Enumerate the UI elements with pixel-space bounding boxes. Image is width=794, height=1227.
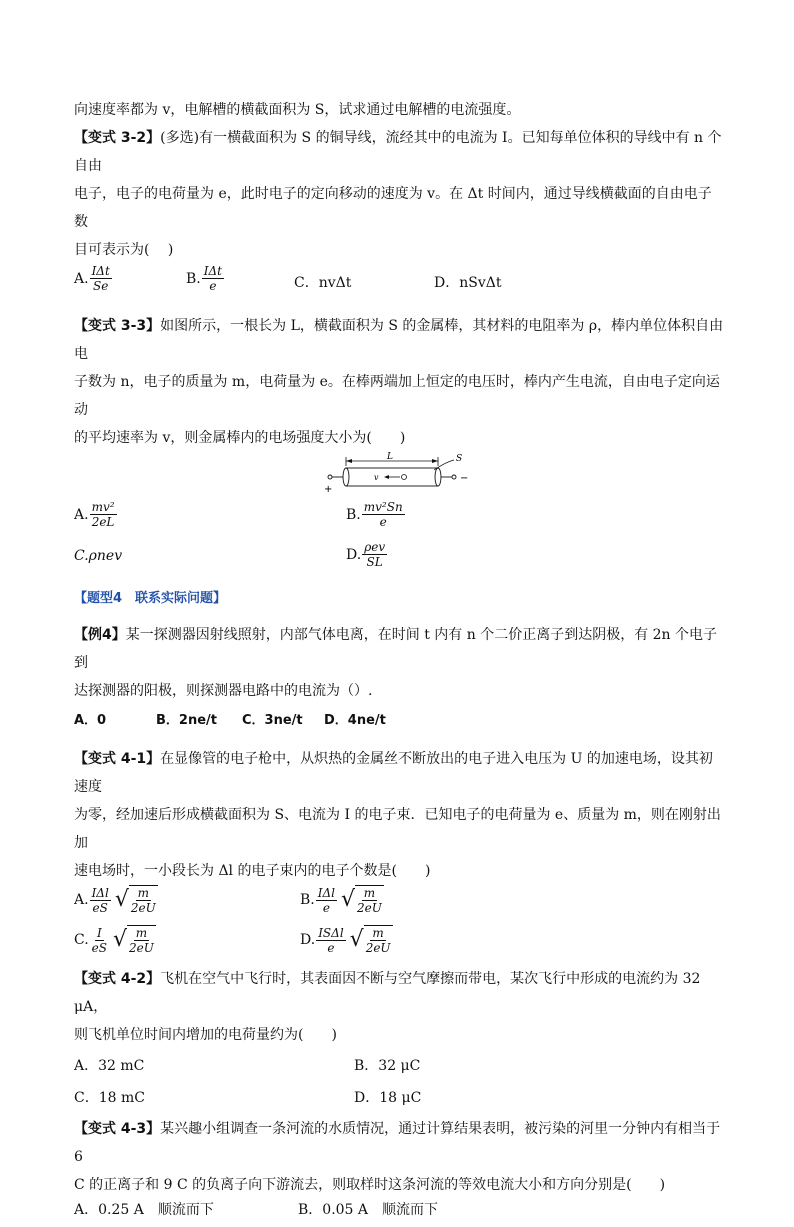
- option-d: D．18 μC: [354, 1090, 422, 1106]
- fraction: [316, 886, 337, 915]
- question-text: 达探测器的阳极，则探测器电路中的电流为（）.: [74, 683, 373, 699]
- option-d: [346, 540, 387, 569]
- option-d: [300, 925, 393, 955]
- question-text: 为零，经加速后形成横截面积为 S、电流为 I 的电子束．已知电子的电荷量为 e、质量为 m，则在刚射出加: [74, 807, 721, 851]
- fraction: [316, 926, 345, 955]
- question-4-2: [74, 965, 724, 1021]
- fraction: [90, 886, 111, 915]
- option-c: [74, 925, 156, 955]
- denominator: e: [322, 900, 330, 915]
- options-4-1-row1: [74, 885, 724, 925]
- numerator: IΔt: [203, 264, 222, 278]
- fraction: [90, 500, 117, 529]
- options-3-2: [74, 264, 724, 304]
- minus-sign: −: [460, 473, 469, 484]
- numerator: I: [96, 925, 102, 940]
- option-b: B．2ne/t: [156, 713, 217, 728]
- question-4-3: [74, 1115, 724, 1171]
- denominator: e: [209, 279, 217, 293]
- numerator: ISΔl: [318, 925, 344, 940]
- question-tag: 【变式 4-1】: [74, 751, 161, 767]
- plus-sign: +: [324, 484, 333, 495]
- question-tag: 【变式 4-2】: [74, 971, 161, 987]
- question-text: 飞机在空气中飞行时，其表面因不断与空气摩擦而带电，某次飞行中形成的电流约为 32 μA，: [74, 971, 701, 1015]
- numerator: IΔt: [91, 264, 110, 278]
- square-root: √ $\frac{m}{2eU}$: [113, 926, 154, 955]
- question-text: 的平均速率为 v，则金属棒内的电场强度大小为( ): [74, 430, 406, 446]
- question-text: 目可表示为( ): [74, 242, 174, 258]
- root-numerator: m: [135, 926, 148, 940]
- options-4-2-row2: [74, 1087, 724, 1115]
- section-heading: [74, 584, 724, 613]
- option-b: [186, 264, 224, 293]
- fraction: [362, 540, 387, 569]
- root-numerator: m: [372, 926, 384, 940]
- question-3-3: [74, 312, 724, 368]
- option-a: [74, 264, 112, 293]
- section-title: 【题型4 联系实际问题】: [74, 591, 227, 606]
- option-b: B．32 μC: [354, 1058, 421, 1074]
- question-text: 则飞机单位时间内增加的电荷量约为( ): [74, 1027, 337, 1043]
- options-4-1-row2: [74, 925, 724, 965]
- question-text: 子数为 n，电子的质量为 m，电荷量为 e。在棒两端加上恒定的电压时，棒内产生电流，自由电子定向运动: [74, 374, 720, 418]
- question-text: 如图所示，一根长为 L，横截面积为 S 的金属棒，其材料的电阻率为 ρ，棒内单位体积自由电: [74, 318, 724, 362]
- fraction: [362, 500, 405, 529]
- option-c: C．18 mC: [74, 1090, 145, 1106]
- numerator: ρev: [364, 540, 386, 554]
- denominator: e: [379, 515, 387, 529]
- question-tag: 【例4】: [74, 627, 126, 643]
- option-label: B.: [300, 892, 315, 908]
- document-page: [74, 96, 724, 1227]
- option-a: [74, 885, 158, 915]
- fraction: [90, 264, 112, 293]
- metal-rod-figure: [74, 452, 724, 500]
- option-label: B.: [346, 506, 361, 523]
- option-b: B．0.05 A 顺流而下: [298, 1202, 439, 1218]
- option-c: C．3ne/t: [242, 713, 303, 728]
- option-c: C.ρnev: [74, 548, 123, 564]
- option-label: D.: [346, 546, 362, 563]
- numerator: IΔl: [91, 885, 109, 900]
- question-text: 速电场时，一小段长为 Δl 的电子束内的电子个数是( ): [74, 863, 431, 879]
- square-root: √ $\frac{m}{2eU}$: [349, 926, 391, 955]
- root-denominator: 2eU: [130, 901, 156, 915]
- numerator: mv²: [91, 500, 115, 514]
- root-denominator: 2eU: [357, 901, 382, 915]
- option-label: D.: [300, 932, 316, 948]
- denominator: e: [327, 940, 335, 955]
- question-text: (多选)有一横截面积为 S 的铜导线，流经其中的电流为 I。已知每单位体积的导线中有 n 个自由: [74, 130, 722, 174]
- fraction: [202, 264, 224, 293]
- option-a: A．32 mC: [74, 1058, 145, 1074]
- denominator: 2eL: [91, 515, 115, 529]
- option-a: A．0: [74, 713, 107, 728]
- options-3-3-row1: [74, 500, 724, 540]
- intro-line: 向速度率都为 v，电解槽的横截面积为 S，试求通过电解槽的电流强度。: [74, 102, 521, 118]
- label-L: L: [387, 452, 393, 462]
- question-tag: 【变式 4-3】: [74, 1121, 161, 1137]
- options-ex4: [74, 709, 724, 737]
- option-label: C.: [74, 932, 89, 948]
- question-4-1: [74, 745, 724, 801]
- option-label: B.: [186, 270, 201, 287]
- options-4-2-row1: [74, 1055, 724, 1083]
- root-numerator: m: [363, 886, 376, 900]
- question-text: 电子，电子的电荷量为 e，此时电子的定向移动的速度为 v。在 Δt 时间内，通过导线横截面的自由电子数: [74, 186, 712, 230]
- example-4: [74, 621, 724, 677]
- denominator: SL: [366, 555, 383, 569]
- question-3-2: [74, 124, 724, 180]
- options-4-3: [74, 1199, 724, 1227]
- label-v: v: [374, 473, 379, 482]
- option-d: D．4ne/t: [324, 713, 386, 728]
- numerator: mv²Sn: [363, 500, 403, 514]
- square-root: √ $\frac{m}{2eU}$: [341, 886, 382, 915]
- question-text: 某兴趣小组调查一条河流的水质情况，通过计算结果表明，被污染的河里一分钟内有相当于 6: [74, 1121, 721, 1165]
- question-tag: 【变式 3-2】: [74, 130, 161, 146]
- option-label: A.: [74, 892, 89, 908]
- option-d: D．nSvΔt: [434, 275, 502, 291]
- option-label: A.: [74, 506, 89, 523]
- rod-diagram: [74, 452, 724, 500]
- option-a: [74, 500, 117, 529]
- square-root: √ $\frac{m}{2eU}$: [114, 886, 156, 915]
- denominator: eS: [92, 900, 108, 915]
- option-b: [346, 500, 405, 529]
- options-3-3-row2: [74, 540, 724, 584]
- question-text: C 的正离子和 9 C 的负离子向下游流去，则取样时这条河流的等效电流大小和方向分别是( ): [74, 1177, 666, 1193]
- root-numerator: m: [137, 886, 149, 900]
- fraction: [90, 926, 109, 955]
- question-text: 某一探测器因射线照射，内部气体电离，在时间 t 内有 n 个二价正离子到达阴极，有 2n 个电子到: [74, 627, 718, 671]
- numerator: IΔl: [317, 885, 335, 900]
- root-denominator: 2eU: [365, 941, 391, 955]
- denominator: Se: [93, 279, 109, 293]
- question-tag: 【变式 3-3】: [74, 318, 161, 334]
- option-label: A.: [74, 270, 89, 287]
- question-text: 在显像管的电子枪中，从炽热的金属丝不断放出的电子进入电压为 U 的加速电场，设其初速度: [74, 751, 713, 795]
- denominator: eS: [91, 940, 107, 955]
- option-c: C．nvΔt: [294, 275, 352, 291]
- option-a: A．0.25 A 顺流而下: [74, 1202, 214, 1218]
- label-S: S: [456, 454, 463, 464]
- root-denominator: 2eU: [129, 941, 154, 955]
- option-b: [300, 885, 384, 915]
